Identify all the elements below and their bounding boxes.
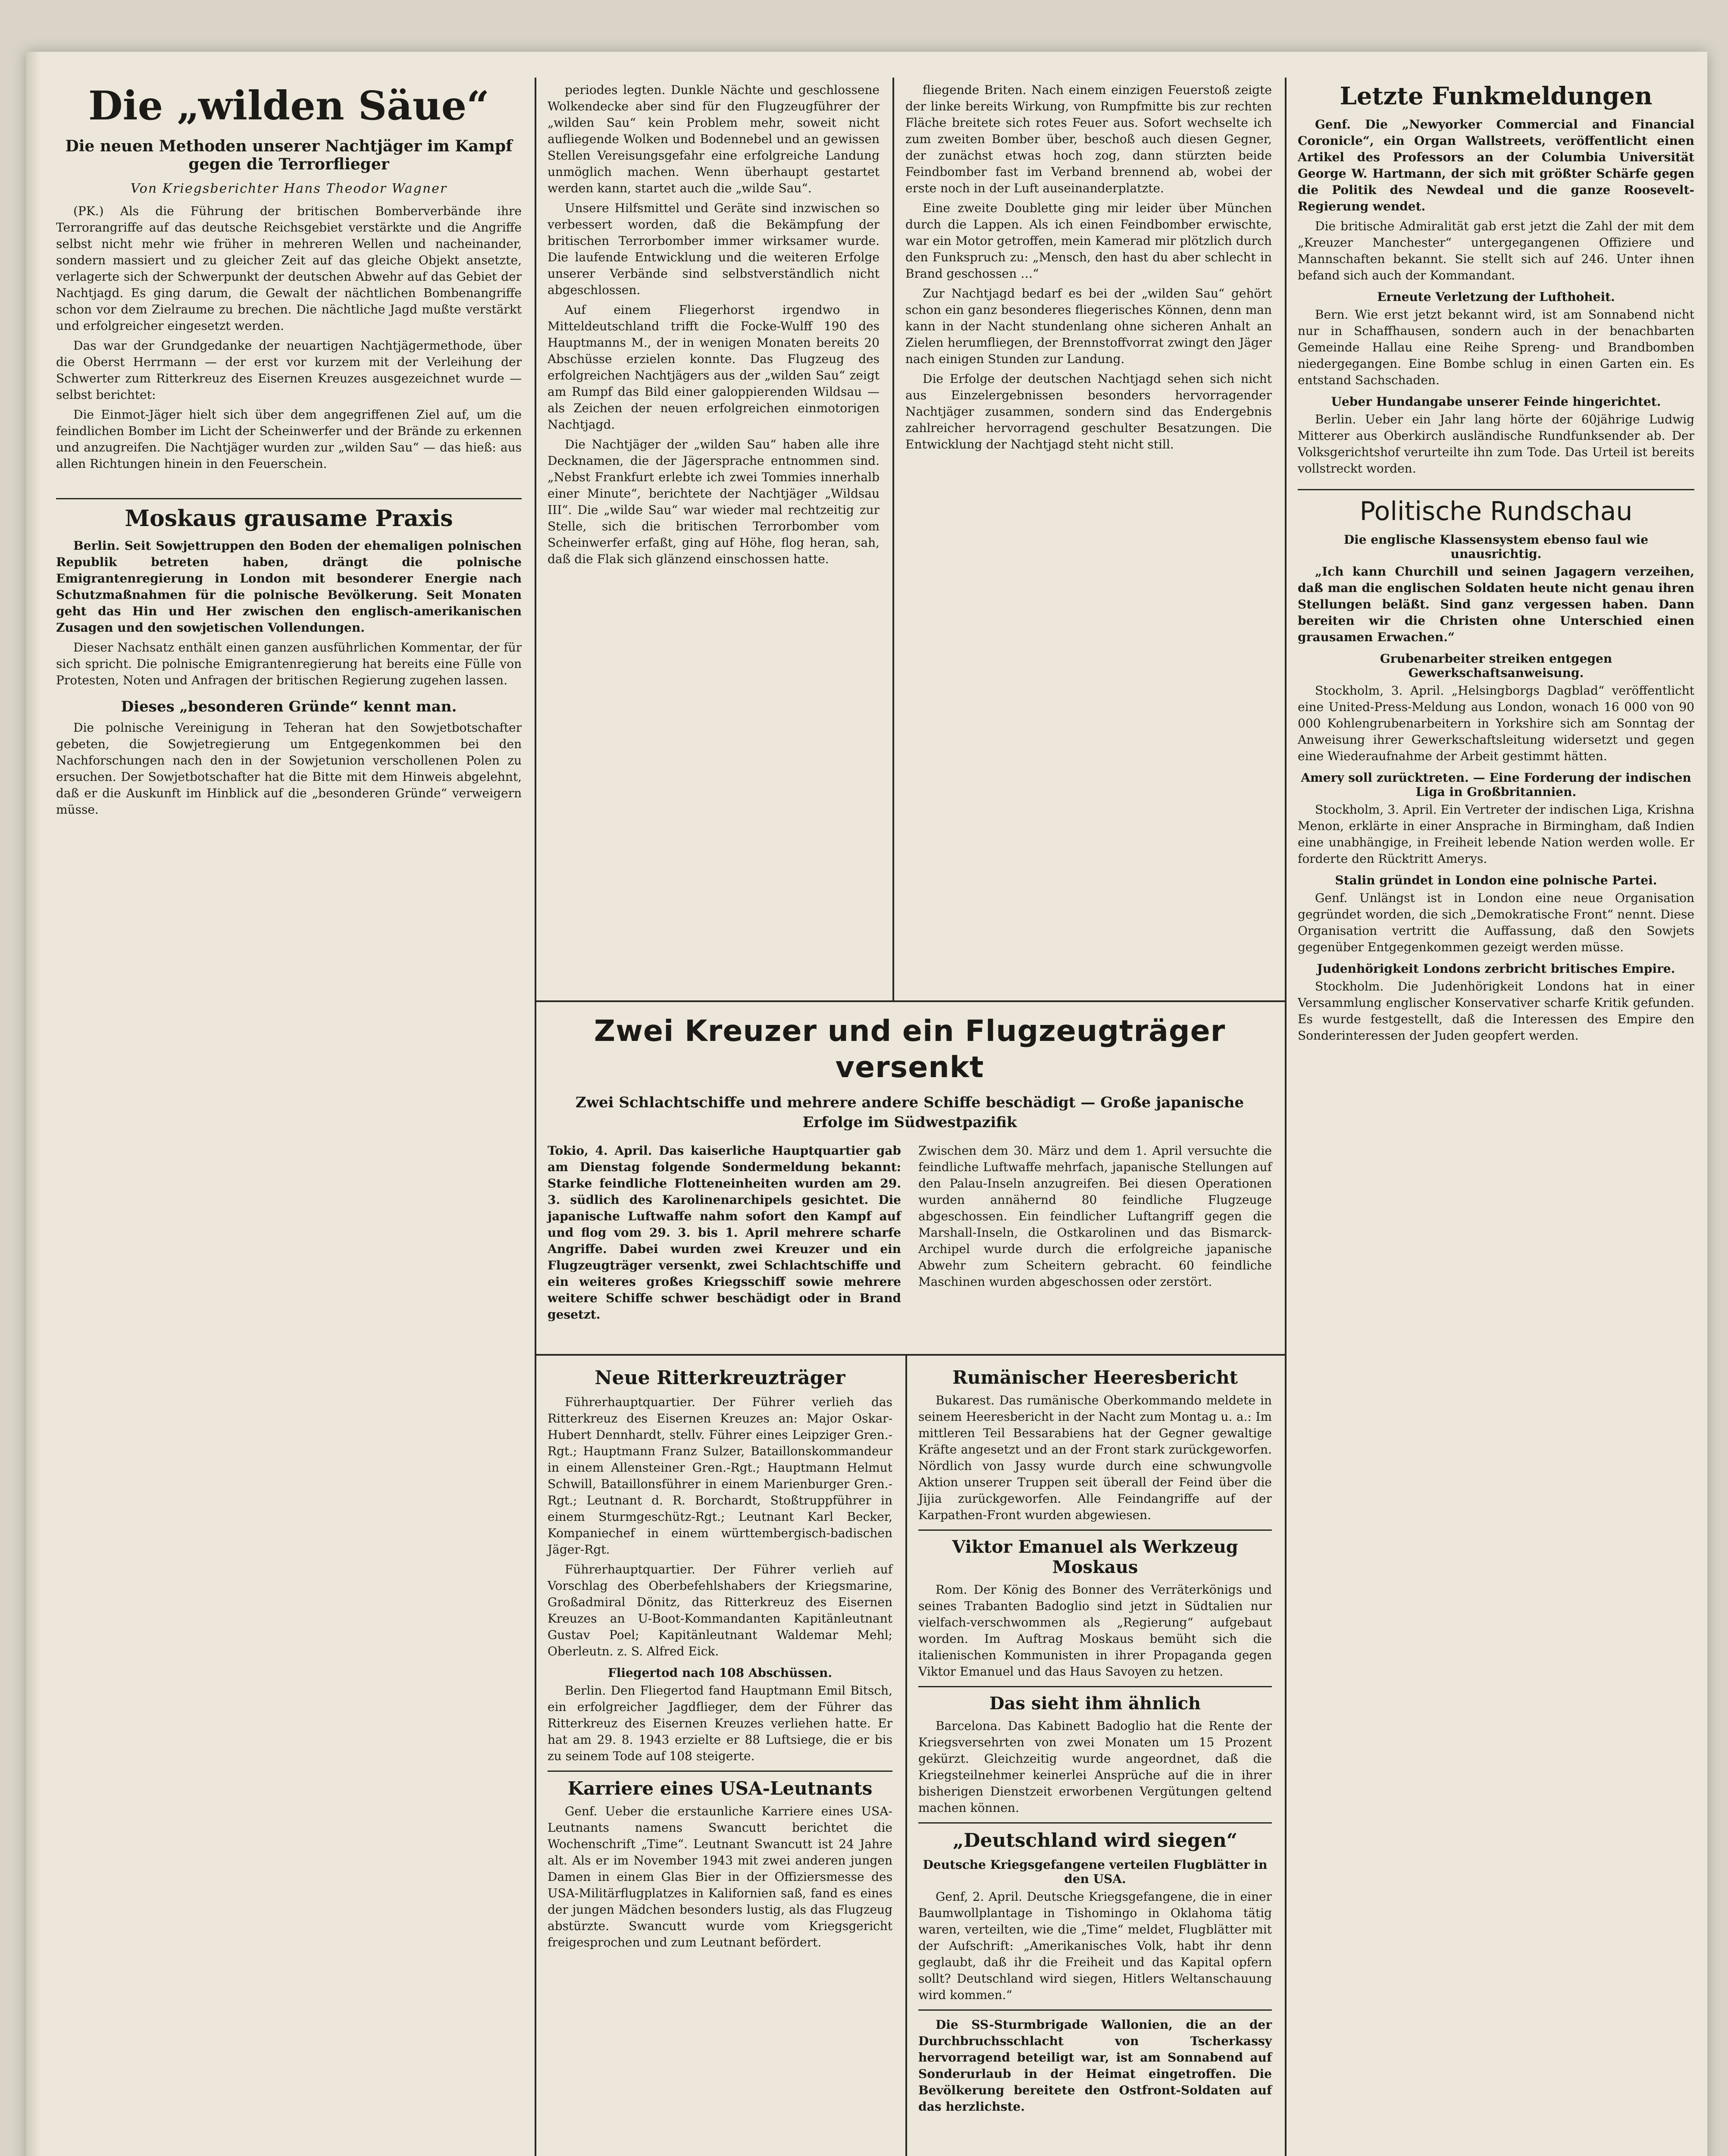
byline: Von Kriegsberichter Hans Theodor Wagner [130,181,448,196]
article-body [905,82,1272,453]
article-wilde-saeue-cont [548,82,880,571]
article-body [1298,307,1694,389]
article-body: Tokio, 4. April. Das kaiserliche Hauptquartier gab am Dienstag folgende Sondermeldung bekannt: Starke feindliche Flotteneinheiten wurden am 29. 3. südlich des Karolinenarchipels gesichtet. Die japanische Luftwaffe nahm sofort den Kampf auf und flog vom 29. 3. bis 1. April mehrere scharfe Angriffe. Dabei wurden zwei Kreuzer und ein Flugzeugträger versenkt, zwei Schlachtschiffe und ein weiteres großes Kriegsschiff sowie mehrere weitere Schiffe schwer beschädigt oder in Brand gesetzt. [548,1144,901,1322]
article-body [548,1394,892,1660]
subheading: Stalin gründet in London eine polnische Partei. [1335,873,1657,887]
paragraph: (PK.) Als die Führung der britischen Bomberverbände ihre Terrorangriffe auf das deutsche Reichsgebiet verstärkte und die Angriffe selbst nicht mehr wie früher in mehreren Wellen und nacheinander, sondern massiert und zu gleicher Zeit auf das gleiche Objekt ansetzte, verlagerte sich der Schwerpunkt der deutschen Abwehr auf das Gebiet der Nachtjagd. Es ging darum, die Gewalt der nächtlichen Bombenangriffe schon vor dem Zielraume zu brechen. Die nächtliche Jagd mußte verstärkt und erfolgreicher eingesetzt werden. [56,204,522,333]
lower-middle-right [918,1367,1272,2118]
paragraph: Berlin. Seit Sowjettruppen den Boden der ehemaligen polnischen Republik betreten haben, drängt die polnische Emigrantenregierung in London mit besonderer Energie nach Schutzmaßnahmen für die polnische Bevölkerung. Seit Monaten geht das Hin und Her zwischen den englisch-amerikanischen Zusagen und den sowjetischen Vollendungen. [56,539,522,635]
headline-ritterkreuztraeger: Neue Ritterkreuzträger [595,1367,845,1389]
headline-deutschland-wird-siegen: „Deutschland wird siegen“ [952,1830,1238,1852]
paragraph: Stockholm, 3. April. Ein Vertreter der indischen Liga, Krishna Menon, erklärte in einer Ansprache in Birmingham, daß Indien eine unabhängige, in Freiheit lebende Nation werden wolle. Er forderte den Rücktritt Amerys. [1298,802,1694,866]
column-rule [535,78,536,1000]
column-rule [892,78,894,1000]
article-body [548,1803,892,1951]
subheadline: Die neuen Methoden unserer Nachtjäger im Kampf gegen die Terrorflieger [65,137,513,173]
paragraph: Bukarest. Das rumänische Oberkommando meldete in seinem Heeresbericht in der Nacht zum Montag u. a.: Im mittleren Teil Bessarabiens hat der Gegner gewaltige Kräfte angesetzt und an der Front stark zurückgeworfen. Nördlich von Jassy wurde durch eine schwungvolle Aktion unserer Truppen seit überall der Feind über die Jijia zurückgeworfen. Alle Feindangriffe auf der Karpathen-Front wurden abgewiesen. [918,1393,1272,1522]
paragraph: Genf. Die „Newyorker Commercial and Financial Coronicle“, ein Organ Wallstreets, veröffentlicht einen Artikel des Professors an der Columbia Universität George W. Hartmann, der sich mit größter Schärfe gegen die Politik des Newdeal und die ganze Roosevelt-Regierung wendet. [1298,117,1694,213]
column-rule [1285,78,1287,2156]
article-wilde-saeue [56,82,522,821]
headline: Die „wilden Säue“ [88,82,490,129]
divider [918,1822,1272,1824]
paragraph: „Ich kann Churchill und seinen Jagagern verzeihen, daß man die englischen Soldaten heute nicht genau ihren Stellungen beläßt. Sind ganz vergessen haben. Dann bereiten wir die Christen ohne Unterschied einen grausamen Erwachen.“ [1298,564,1694,644]
paragraph: Auf einem Fliegerhorst irgendwo in Mitteldeutschland trifft die Focke-Wulff 190 des Hauptmanns M., der in wenigen Monaten bereits 20 Abschüsse erzielen konnte. Das Flugzeug des erfolgreichen Nachtjägers aus der „wilden Sau“ zeigt am Rumpf das Bild einer galoppierenden Wildsau — als Zeichen der neuen erfolgreichen einmotorigen Nachtjagd. [548,303,880,432]
article-wilde-saeue-cont2 [905,82,1272,456]
subheading: Erneute Verletzung der Lufthoheit. [1377,290,1615,304]
headline-politische-rundschau: Politische Rundschau [1359,496,1633,526]
article-body [918,1582,1272,1680]
subheading: Dieses „besonderen Gründe“ kennt man. [121,698,457,715]
subheadline: Zwei Schlachtschiffe und mehrere andere Schiffe beschädigt — Große japanische Erfolge im Südwestpazifik [575,1094,1244,1131]
headline-viktor-emanuel: Viktor Emanuel als Werkzeug Moskaus [952,1537,1238,1577]
headline-das-sieht-ihm-aehnlich: Das sieht ihm ähnlich [989,1693,1201,1714]
paragraph: Eine zweite Doublette ging mir leider über München durch die Lappen. Als ich einen Feindbomber erwischte, war ein Motor getroffen, mein Kamerad mir plötzlich durch den Funkspruch zu: „Mensch, den hast du aber schlecht in Brand geschossen …“ [905,201,1272,281]
article-body: Zwischen dem 30. März und dem 1. April versuchte die feindliche Luftwaffe mehrfach, japanische Stellungen auf den Palau-Inseln anzugreifen. Bei diesen Operationen wurden annähernd 80 feindliche Flugzeuge abgeschossen. Ein feindlicher Luftangriff gegen die Marshall-Inseln, die Ostkarolinen und das Bismarck-Archipel wurde durch die erfolgreiche japanische Abwehr zum Scheitern gebracht. 60 feindliche Maschinen wurden abgeschossen oder zerstört. [918,1144,1272,1289]
paragraph: Berlin. Den Fliegertod fand Hauptmann Emil Bitsch, ein erfolgreicher Jagdflieger, dem der Führer das Ritterkreuz des Eisernen Kreuzes verliehen hatte. Er hat am 29. 8. 1943 erzielte er 88 Luftsiege, die er bis zu seinem Tode auf 108 steigerte. [548,1683,892,1763]
article-body [1298,978,1694,1044]
headline: Zwei Kreuzer und ein Flugzeugträger versenkt [594,1014,1226,1084]
paragraph: Unsere Hilfsmittel und Geräte sind inzwischen so verbessert worden, daß die Bekämpfung der britischen Terrorbomber immer wirksamer wurde. Die laufende Entwicklung und die weiteren Erfolge unserer Verbände sind selbstverständlich nicht abgeschlossen. [548,201,880,297]
article-body [1298,218,1694,284]
section-rule [535,1000,1285,1002]
paragraph: Das war der Grundgedanke der neuartigen Nachtjägermethode, über die Oberst Herrmann — der erst vor kurzem mit der Verleihung der Schwerter zum Ritterkreuz des Eisernen Kreuzes ausgezeichnet wurde — selbst berichtet: [56,338,522,402]
subheadline: Deutsche Kriegsgefangene verteilen Flugblätter in den USA. [923,1858,1268,1886]
paragraph: Die polnische Vereinigung in Teheran hat den Sowjetbotschafter gebeten, die Sowjetregierung um Entgegenkommen bei den Nachforschungen nach den in der Sowjetunion verschollenen Polen zu ersuchen. Der Sowjetbotschafter hat die Bitte mit dem Hinweis abgelehnt, daß er die Auskunft im Hinblick auf die „besonderen Gründe“ verweigern müsse. [56,721,522,817]
paragraph: Die britische Admiralität gab erst jetzt die Zahl der mit dem „Kreuzer Manchester“ untergegangenen Offiziere und Mannschaften bekannt. Sie stellt sich auf 246. Unter ihnen befand sich auch der Kommandant. [1298,219,1694,282]
article-body [1298,116,1694,215]
article-body [1298,564,1694,646]
article-body [548,82,880,567]
paragraph: Genf, 2. April. Deutsche Kriegsgefangene, die in einer Baumwollplantage in Tishomingo in Oklahoma tätig waren, verteilten, wie die „Time“ meldet, Flugblätter mit der Aufschrift: „Amerikanisches Volk, habt ihr denn geglaubt, daß ihr die Freiheit und das Kapital opfern sollt? Deutschland wird siegen, Hitlers Weltanschauung wird kommen.“ [918,1890,1272,2002]
column-rule [905,1354,907,2156]
paragraph: Stockholm, 3. April. „Helsingborgs Dagblad“ veröffentlicht eine United-Press-Meldung aus London, wonach 16 000 von 90 000 Kohlengrubenarbeitern in Yorkshire sich am Sonntag der Anweisung ihrer Gewerkschaftsleitung widersetzt und gegen eine Wiederaufnahme der Arbeit gestimmt hätten. [1298,683,1694,763]
paragraph: Die SS-Sturmbrigade Wallonien, die an der Durchbruchsschlacht von Tscherkassy hervorragend beteiligt war, ist am Sonnabend auf Sonderurlaub in der Heimat eingetroffen. Die Bevölkerung bereitete den Ostfront-Soldaten auf das herzlichste. [918,2018,1272,2114]
article-body [918,1392,1272,1523]
headline-letzte-funkmeldungen: Letzte Funkmeldungen [1340,82,1653,110]
paragraph: Die Nachtjäger der „wilden Sau“ haben alle ihre Decknamen, die der Jägersprache entnommen sind. „Nebst Frankfurt erlebte ich zwei Tommies innerhalb einer Minute“, berichtete der Nachtjäger „Wildsau III“. Die „wilde Sau“ war wieder mal rechtzeitig zur Stelle, sich die britischen Terrorbomber vom Scheinwerfer erfaßt, ging auf Höhe, flog heran, sah, daß die Flak sich glänzend einschossen hatte. [548,437,880,566]
section-rule [535,1354,1285,1356]
article-body [1298,683,1694,765]
subheading: Ueber Hundangabe unserer Feinde hingerichtet. [1331,395,1661,409]
banner-columns [548,1143,1272,1323]
subheading: Grubenarbeiter streiken entgegen Gewerkschaftsanweisung. [1380,652,1612,680]
article-body [548,1683,892,1764]
article-body [918,2017,1272,2115]
paragraph: Berlin. Ueber ein Jahr lang hörte der 60jährige Ludwig Mitterer aus Oberkirch ausländische Rundfunksender ab. Der Volksgerichtshof verurteilte ihn zum Tode. Das Urteil ist bereits vollstreckt worden. [1298,412,1694,476]
paragraph: Zur Nachtjagd bedarf es bei der „wilden Sau“ gehört schon ein ganz besonderes fliegerisches Können, denn man kann in der Nacht stundenlang ohne sicheren Anhalt an Zielen herumfliegen, der Brennstoffvorrat zwingt den Jäger nach einigen Stunden zur Landung. [905,286,1272,366]
paragraph: Dieser Nachsatz enthält einen ganzen ausführlichen Kommentar, der für sich spricht. Die polnische Emigrantenregierung hat bereits eine Fülle von Protesten, Noten und Anfragen der britischen Regierung zugehen lassen. [56,640,522,687]
headline-rumaenischer-heeresbericht: Rumänischer Heeresbericht [952,1367,1238,1388]
paragraph: Genf. Ueber die erstaunliche Karriere eines USA-Leutnants namens Swancutt berichtet die Wochenschrift „Time“. Leutnant Swancutt ist 24 Jahre alt. Als er im November 1943 mit zwei anderen jungen Damen in einem Glas Bier in der Offiziersmesse des USA-Militärflugplatzes in Kalifornien saß, fand es eines der jungen Mädchen besonders lustig, als das Flugzeug abstürzte. Swancutt wurde vom Kriegsgericht freigesprochen und zum Leutnant befördert. [548,1804,892,1949]
newspaper-page [26,52,1707,2156]
article-kreuzer-versenkt [548,1013,1272,1323]
paragraph: Führerhauptquartier. Der Führer verlieh auf Vorschlag des Oberbefehlshabers der Kriegsmarine, Großadmiral Dönitz, das Ritterkreuz des Eisernen Kreuzes an U-Boot-Kommandanten Kapitänleutnant Gustav Poel; Kapitänleutnant Waldemar Mehl; Oberleutn. z. S. Alfred Eick. [548,1562,892,1658]
paragraph: Die Einmot-Jäger hielt sich über dem angegriffenen Ziel auf, um die feindlichen Bomber im Licht der Scheinwerfer und der Brände zu erkennen und anzugreifen. Die Nachtjäger wurden zur „wilden Sau“ — das hieß: aus allen Richtungen hinein in den Feuerschein. [56,407,522,471]
divider [56,498,522,499]
divider [918,1686,1272,1687]
article-body [918,1889,1272,2003]
paragraph: Genf. Unlängst ist in London eine neue Organisation gegründet worden, die sich „Demokratische Front“ nennt. Diese Organisation vertritt die Auffassung, daß den Sowjets gegenüber Entgegenkommen gezeigt werden müsse. [1298,891,1694,954]
right-column [1298,82,1694,1047]
paragraph: Stockholm. Die Judenhörigkeit Londons hat in einer Versammlung englischer Konservativer scharfe Kritik gefunden. Es wurde festgestellt, daß die Interessen des Empire den Sonderinteressen der Juden geopfert werden. [1298,979,1694,1043]
article-body [918,1718,1272,1816]
headline-moskaus: Moskaus grausame Praxis [125,505,453,532]
article-body [56,720,522,818]
subheading: Fliegertod nach 108 Abschüssen. [607,1666,833,1680]
divider [1298,489,1694,490]
article-body [56,203,522,472]
paragraph: Die Erfolge der deutschen Nachtjagd sehen sich nicht aus Einzelergebnissen besonders hervorragender Nachtjäger zusammen, sondern sind das Endergebnis zahlreicher hervorragend geschulter Besatzungen. Die Entwicklung der Nachtjagd steht nicht still. [905,372,1272,451]
headline-karriere: Karriere eines USA-Leutnants [567,1778,873,1799]
divider [918,1529,1272,1531]
page-edge-shadow [26,52,41,2156]
divider [918,2009,1272,2011]
article-body [56,538,522,636]
lower-middle-left [548,1367,892,1954]
divider [548,1771,892,1772]
article-body [1298,890,1694,956]
subheading: Judenhörigkeit Londons zerbricht britisches Empire. [1317,962,1675,976]
column-rule [535,1000,536,2156]
paragraph: periodes legten. Dunkle Nächte und geschlossene Wolkendecke aber sind für den Flugzeugführer der „wilden Sau“ kein Problem mehr, soweit nicht aufliegende Wolken und Bodennebel und an gewissen Stellen Vereisungsgefahr eine erfolgreiche Landung unmöglich machen. Wenn überhaupt gestartet werden kann, startet auch die „wilde Sau“. [548,83,880,195]
paragraph: Bern. Wie erst jetzt bekannt wird, ist am Sonnabend nicht nur in Schaffhausen, sondern auch in der benachbarten Gemeinde Hallau eine Reihe Spreng- und Brandbomben niedergegangen. Eine Bombe schlug in einen Garten ein. Es entstand Sachschaden. [1298,307,1694,387]
article-body [1298,411,1694,477]
article-body [56,639,522,689]
paragraph: fliegende Briten. Nach einem einzigen Feuerstoß zeigte der linke bereits Wirkung, von Rumpfmitte bis zur rechten Fläche breitete sich rotes Feuer aus. Sofort wechselte ich zum zweiten Bomber über, beschoß auch diesen Gegner, der zunächst etwas hoch zog, dann stürzten beide Feindbomber fast im Verband brennend ab, wobei der erste noch in der Luft auseinanderplatzte. [905,83,1272,195]
paragraph: Rom. Der König des Bonner des Verräterkönigs und seines Trabanten Badoglio sind jetzt in Südtalien nur vielfach-verschwommen als „Regierung“ aufgebaut worden. Im Auftrag Moskaus bemüht sich die italienischen Kommunisten in ihrer Propaganda gegen Viktor Emanuel und das Haus Savoyen zu hetzen. [918,1583,1272,1679]
paragraph: Barcelona. Das Kabinett Badoglio hat die Rente der Kriegsversehrten von zwei Monaten um 15 Prozent gekürzt. Gleichzeitig wurde angeordnet, daß die Kriegsteilnehmer keinerlei Ansprüche auf die in ihrer bisherigen Dienstzeit erworbenen Vergütungen geltend machen können. [918,1719,1272,1815]
subheadline: Die englische Klassensystem ebenso faul wie unausrichtig. [1343,533,1649,561]
article-body [1298,802,1694,867]
subheading: Amery soll zurücktreten. — Eine Forderung der indischen Liga in Großbritannien. [1301,771,1691,799]
paragraph: Führerhauptquartier. Der Führer verlieh das Ritterkreuz des Eisernen Kreuzes an: Major Oskar-Hubert Dennhardt, stellv. Führer eines Leipziger Gren.-Rgt.; Hauptmann Franz Sulzer, Bataillonskommandeur in einem Allensteiner Gren.-Rgt.; Hauptmann Helmut Schwill, Bataillonsführer in einem Marienburger Gren.-Rgt.; Leutnant d. R. Borchardt, Stoßtruppführer in einem Sturmgeschütz-Rgt.; Leutnant Karl Becker, Kompaniechef in einem württembergisch-badischen Jäger-Rgt. [548,1395,892,1557]
